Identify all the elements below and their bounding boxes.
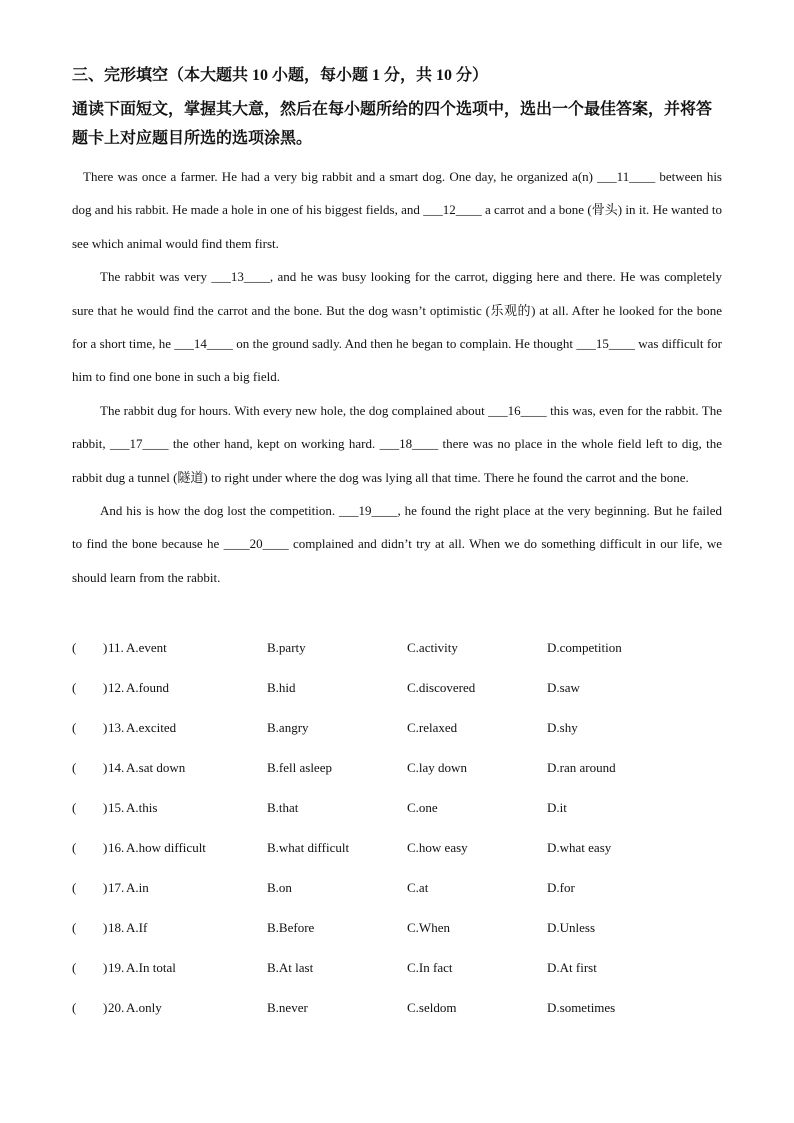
option-d: D.shy [547, 720, 578, 735]
answer-bracket-open: ( [72, 680, 77, 695]
answer-bracket-close: ) [103, 960, 108, 975]
option-c: C.one [407, 800, 438, 815]
passage-paragraph-1: There was once a farmer. He had a very big rabbit and a smart dog. One day, he organized a(n) ___11____ between his dog and his rabbit. He made a hole in one of his biggest fields, and ___12____ a carrot and a bone (骨头) in it. He wanted to see which animal would find them first. [72, 169, 722, 251]
answer-bracket-open: ( [72, 880, 77, 895]
option-c: C.activity [407, 640, 458, 655]
question-row-17 [72, 872, 752, 904]
answer-bracket-close: ) [103, 920, 108, 935]
option-b: B.fell asleep [267, 760, 332, 775]
option-d: D.it [547, 800, 567, 815]
option-a: A.only [126, 1000, 162, 1015]
option-b: B.never [267, 1000, 308, 1015]
question-row-16 [72, 832, 752, 864]
answer-bracket-open: ( [72, 720, 77, 735]
answer-bracket-close: ) [103, 720, 108, 735]
passage-paragraph-3: The rabbit dug for hours. With every new hole, the dog complained about ___16____ this was, even for the rabbit. The rabbit, ___17____ the other hand, kept on working hard. ___18____ there was no place in the whole field left to dig, the rabbit dug a tunnel (隧道) to right under where the dog was lying all that time. There he found the carrot and the bone. [72, 402, 722, 485]
option-d: D.sometimes [547, 1000, 616, 1015]
option-d: D.for [547, 880, 575, 895]
answer-bracket-open: ( [72, 960, 77, 975]
option-c: C.discovered [407, 680, 476, 695]
question-number: 18. [108, 920, 125, 935]
answer-bracket-open: ( [72, 1000, 77, 1015]
option-a: A.found [126, 680, 169, 695]
option-a: A.in [126, 880, 149, 895]
option-b: B.party [267, 640, 306, 655]
answer-bracket-open: ( [72, 840, 77, 855]
option-b: B.angry [267, 720, 309, 735]
option-b: B.hid [267, 680, 296, 695]
question-number: 20. [108, 1000, 125, 1015]
option-a: A.how difficult [126, 840, 206, 855]
option-b: B.what difficult [267, 840, 350, 855]
cloze-passage [72, 160, 722, 594]
answer-bracket-close: ) [103, 840, 108, 855]
option-c: C.In fact [407, 960, 453, 975]
option-a: A.In total [126, 960, 176, 975]
option-d: D.competition [547, 640, 622, 655]
option-d: D.what easy [547, 840, 612, 855]
question-number: 17. [108, 880, 125, 895]
question-row-11 [72, 632, 752, 664]
passage-paragraph-2: The rabbit was very ___13____, and he was busy looking for the carrot, digging here and there. He was completely sure that he would find the carrot and the bone. But the dog wasn’t optimistic (乐观的) at all. After he looked for the bone for a short time, he ___14____ on the ground sadly. And then he began to complain. He thought ___15____ was difficult for him to find one bone in such a big field. [72, 269, 722, 385]
question-number: 19. [108, 960, 125, 975]
answer-bracket-open: ( [72, 640, 77, 655]
option-b: B.that [267, 800, 299, 815]
answer-bracket-close: ) [103, 880, 108, 895]
question-row-14 [72, 752, 752, 784]
answer-bracket-open: ( [72, 760, 77, 775]
option-a: A.If [126, 920, 148, 935]
passage-paragraph-4: And his is how the dog lost the competition. ___19____, he found the right place at the very beginning. But he failed to find the bone because he ____20____ complained and didn’t try at all. When we do something difficult in our life, we should learn from the rabbit. [72, 503, 722, 585]
answer-bracket-open: ( [72, 800, 77, 815]
option-c: C.at [407, 880, 429, 895]
option-d: D.ran around [547, 760, 616, 775]
question-row-20 [72, 992, 752, 1024]
section-title: 三、完形填空（本大题共 10 小题，每小题 1 分，共 10 分） [72, 67, 489, 84]
question-number: 13. [108, 720, 125, 735]
section-instructions: 通读下面短文，掌握其大意，然后在每小题所给的四个选项中，选出一个最佳答案，并将答题卡上对应题目所选的选项涂黑。 [72, 101, 713, 147]
question-number: 14. [108, 760, 125, 775]
question-row-18 [72, 912, 752, 944]
question-row-15 [72, 792, 752, 824]
option-a: A.this [126, 800, 158, 815]
question-number: 15. [108, 800, 125, 815]
option-d: D.saw [547, 680, 580, 695]
option-d: D.Unless [547, 920, 596, 935]
option-c: C.how easy [407, 840, 468, 855]
answer-bracket-close: ) [103, 680, 108, 695]
question-row-19 [72, 952, 752, 984]
question-row-12 [72, 672, 752, 704]
option-c: C.seldom [407, 1000, 457, 1015]
option-c: C.When [407, 920, 450, 935]
option-c: C.relaxed [407, 720, 458, 735]
question-number: 12. [108, 680, 125, 695]
question-number: 16. [108, 840, 125, 855]
option-a: A.excited [126, 720, 177, 735]
answer-bracket-close: ) [103, 760, 108, 775]
option-a: A.sat down [126, 760, 186, 775]
answer-bracket-close: ) [103, 1000, 108, 1015]
answer-bracket-open: ( [72, 920, 77, 935]
answer-bracket-close: ) [103, 640, 108, 655]
option-b: B.At last [267, 960, 314, 975]
question-number: 11. [108, 640, 124, 655]
option-a: A.event [126, 640, 167, 655]
option-b: B.on [267, 880, 292, 895]
answer-bracket-close: ) [103, 800, 108, 815]
question-row-13 [72, 712, 752, 744]
option-b: B.Before [267, 920, 315, 935]
option-d: D.At first [547, 960, 597, 975]
option-c: C.lay down [407, 760, 467, 775]
